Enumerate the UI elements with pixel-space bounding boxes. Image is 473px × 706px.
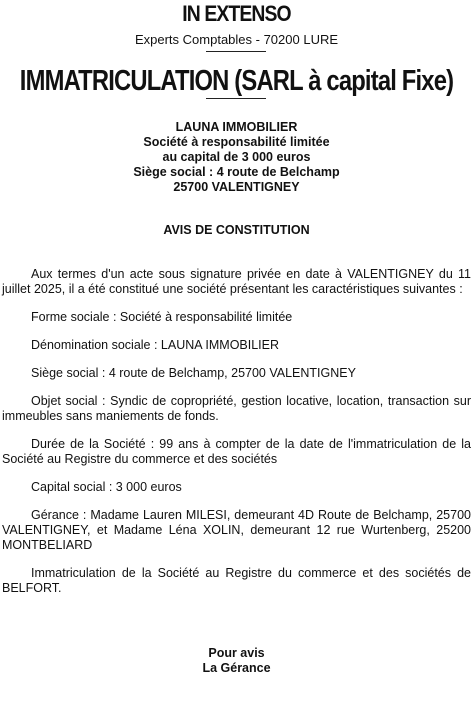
company-address: Siège social : 4 route de Belchamp [133,165,340,179]
paragraph-capital: Capital social : 3 000 euros [31,480,182,494]
divider [206,51,266,52]
notice-heading: IMMATRICULATION (SARL à capital Fixe) [19,65,454,97]
company-block [0,120,473,195]
paragraph-seat: Siège social : 4 route de Belchamp, 25700 VALENTIGNEY [31,366,356,380]
company-city: 25700 VALENTIGNEY [173,180,300,194]
company-name: LAUNA IMMOBILIER [175,120,298,134]
company-capital: au capital de 3 000 euros [162,150,311,164]
signoff-line-2: La Gérance [202,661,271,675]
notice-body [2,267,471,609]
notice-title: AVIS DE CONSTITUTION [163,223,310,237]
paragraph-form: Forme sociale : Société à responsabilité limitée [31,310,293,324]
paragraph-management: Gérance : Madame Lauren MILESI, demeurant 4D Route de Belchamp, 25700 VALENTIGNEY, et Madame Léna XOLIN, demeurant 12 rue Wurtenberg, 25200 MONTBELIARD [2,508,471,552]
paragraph-registration: Immatriculation de la Société au Registre du commerce et des sociétés de BELFORT. [2,566,471,595]
paragraph-intro: Aux termes d'un acte sous signature privée en date à VALENTIGNEY du 11 juillet 2025, il a été constitué une société présentant les caractéristiques suivantes : [2,267,471,296]
firm-subtitle: Experts Comptables - 70200 LURE [134,32,339,47]
firm-name: IN EXTENSO [182,1,291,26]
paragraph-duration: Durée de la Société : 99 ans à compter de la date de l'immatriculation de la Société au Registre du commerce et des sociétés [2,437,471,466]
signoff-line-1: Pour avis [208,646,265,660]
paragraph-purpose: Objet social : Syndic de copropriété, gestion locative, location, transaction sur immeubles sans maniements de fonds. [2,394,471,423]
signoff [0,646,473,676]
divider [206,98,266,99]
company-form: Société à responsabilité limitée [143,135,330,149]
paragraph-denomination: Dénomination sociale : LAUNA IMMOBILIER [31,338,280,352]
